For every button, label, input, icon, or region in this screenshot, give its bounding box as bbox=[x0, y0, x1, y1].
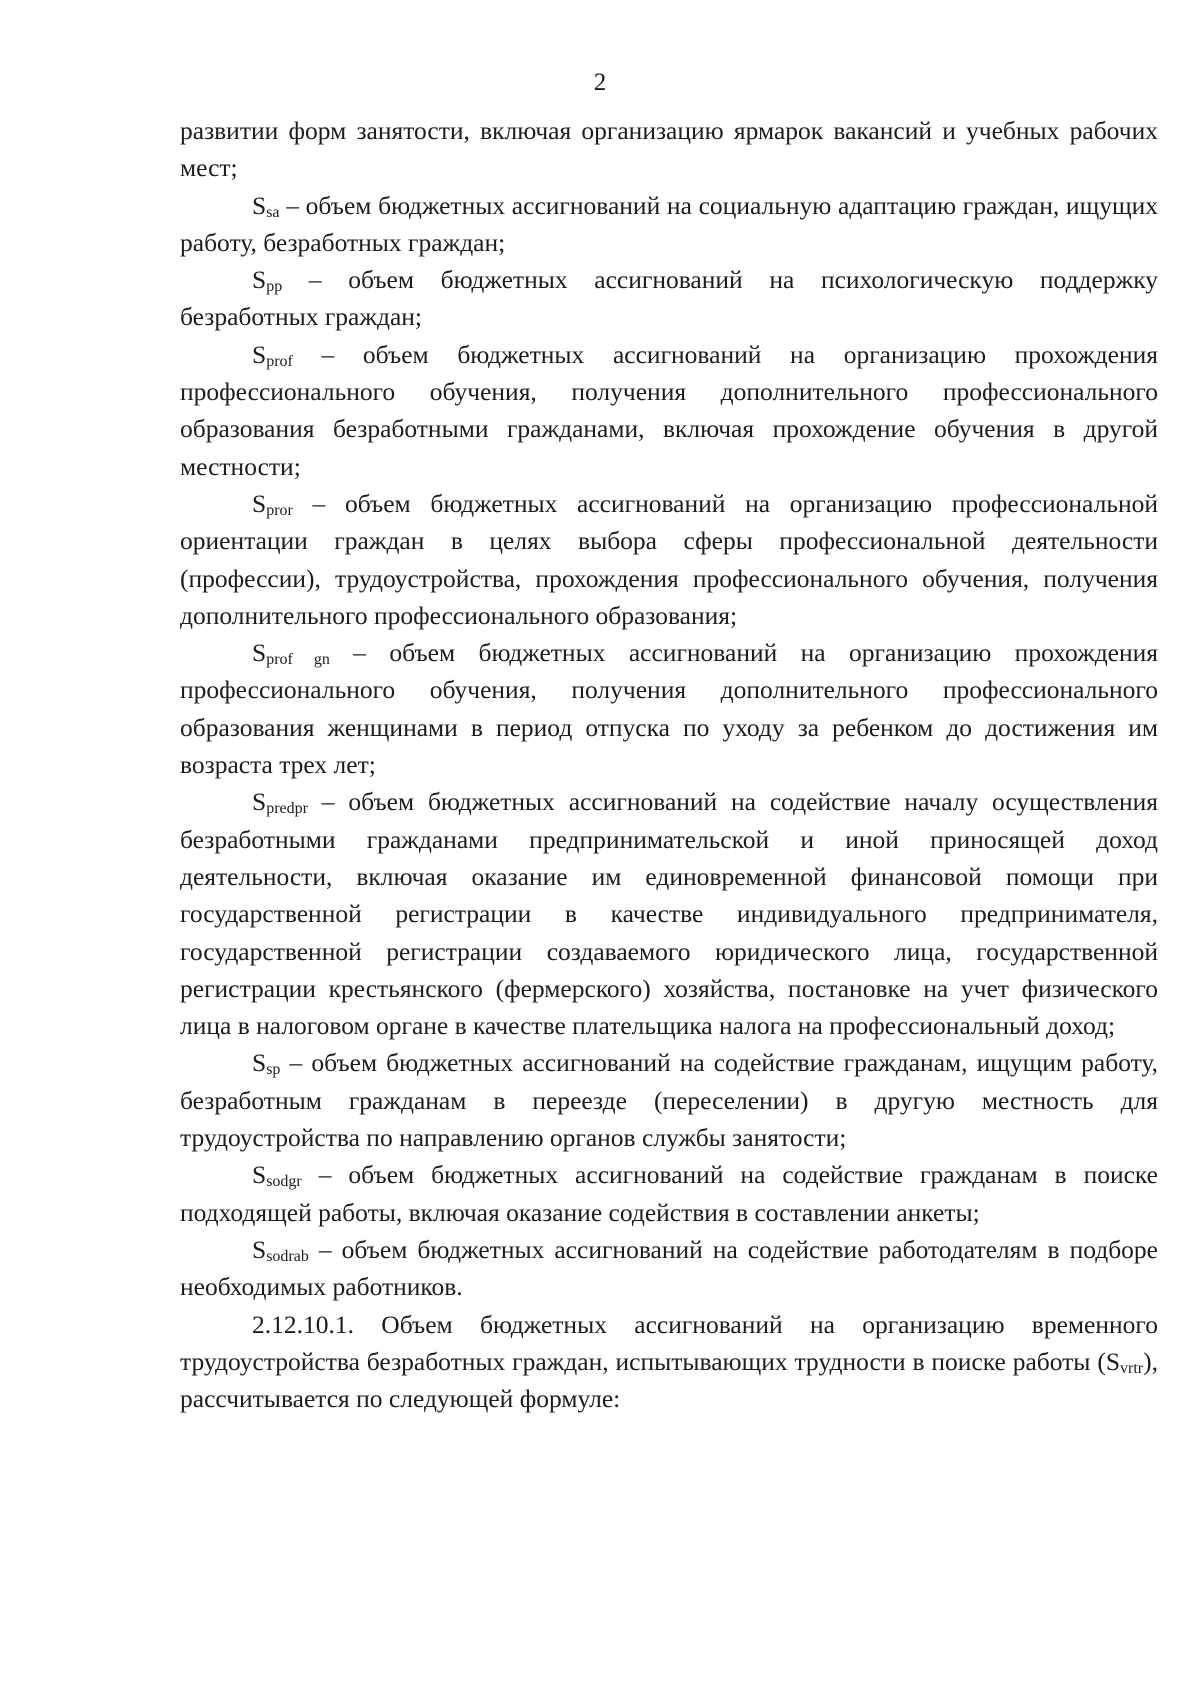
symbol: S bbox=[252, 339, 267, 369]
definition-s-sp bbox=[180, 1044, 1158, 1156]
symbol-subscript: prof gn bbox=[266, 651, 330, 669]
page-number: 2 bbox=[593, 69, 607, 96]
symbol: S bbox=[252, 190, 267, 220]
definition-s-sodgr bbox=[180, 1156, 1158, 1231]
definition-s-pror bbox=[180, 485, 1158, 634]
symbol: S bbox=[252, 265, 267, 295]
symbol-subscript: sodrab bbox=[266, 1247, 309, 1265]
definition-text: – объем бюджетных ассигнований на психологическую поддержку безработных граждан; bbox=[180, 265, 1158, 332]
definition-text: – объем бюджетных ассигнований на организацию профессиональной ориентации граждан в целях выбора сферы профессиональной деятельности (профессии), трудоустройства, прохождения профессионального обучения, получения дополнительного профессионального образования; bbox=[180, 488, 1158, 630]
definition-s-sodrab bbox=[180, 1231, 1158, 1306]
symbol-subscript: predpr bbox=[266, 800, 308, 818]
symbol: S bbox=[252, 1160, 267, 1190]
definition-text: – объем бюджетных ассигнований на социальную адаптацию граждан, ищущих работу, безработных граждан; bbox=[180, 190, 1158, 257]
definition-text: – объем бюджетных ассигнований на содействие работодателям в подборе необходимых работников. bbox=[180, 1234, 1158, 1302]
clause-text-after: ), рассчитывается по следующей формуле: bbox=[180, 1346, 1158, 1414]
symbol-subscript: prof bbox=[266, 352, 293, 370]
definition-text: – объем бюджетных ассигнований на содействие гражданам, ищущим работу, безработным гражданам в переезде (переселении) в другую местность для трудоустройства по направлению органов службы занятости; bbox=[180, 1048, 1158, 1153]
symbol-subscript: sp bbox=[266, 1061, 281, 1079]
definition-s-predpr bbox=[180, 783, 1158, 1044]
clause-2-12-10-1 bbox=[180, 1306, 1158, 1418]
symbol: S bbox=[252, 787, 267, 817]
symbol: S bbox=[252, 638, 267, 668]
symbol: S bbox=[1105, 1346, 1121, 1376]
symbol-subscript: sodgr bbox=[266, 1173, 302, 1191]
paragraph-continuation: развитии форм занятости, включая организацию ярмарок вакансий и учебных рабочих мест; bbox=[180, 116, 1158, 183]
symbol: S bbox=[252, 1048, 267, 1078]
definition-text: – объем бюджетных ассигнований на содействие гражданам в поиске подходящей работы, включая оказание содействия в составлении анкеты; bbox=[180, 1160, 1158, 1227]
symbol-subscript: sa bbox=[266, 203, 280, 221]
definition-text: – объем бюджетных ассигнований на организацию прохождения профессионального обучения, получения дополнительного профессионального образования женщинами в период отпуска по уходу за ребенком до достижения им возраста трех лет; bbox=[180, 638, 1159, 780]
document-body bbox=[180, 112, 1158, 1417]
definition-text: – объем бюджетных ассигнований на организацию прохождения профессионального обучения, получения дополнительного профессионального образования безработными гражданами, включая прохождение обучения в другой местности; bbox=[180, 339, 1158, 481]
symbol-subscript: pror bbox=[266, 501, 293, 519]
definition-text: – объем бюджетных ассигнований на содействие началу осуществления безработными гражданами предпринимательской и иной приносящей доход деятельности, включая оказание им единовременной финансовой помощи при государственной регистрации в качестве индивидуального предпринимателя, государственной регистрации создаваемого юридического лица, государственной регистрации крестьянского (фермерского) хозяйства, постановке на учет физического лица в налоговом органе в качестве плательщика налога на профессиональный доход; bbox=[180, 787, 1158, 1041]
definition-s-prof bbox=[180, 336, 1158, 485]
symbol-subscript: vrtr bbox=[1120, 1359, 1144, 1377]
definition-s-sa bbox=[180, 187, 1158, 262]
definition-s-pp bbox=[180, 261, 1158, 336]
symbol-subscript: pp bbox=[266, 278, 283, 296]
symbol: S bbox=[252, 488, 267, 518]
definition-s-prof-gn bbox=[180, 634, 1158, 783]
symbol: S bbox=[252, 1234, 267, 1264]
clause-text-before: 2.12.10.1. Объем бюджетных ассигнований на организацию временного трудоустройства безработных граждан, испытывающих трудности в поиске работы ( bbox=[180, 1309, 1158, 1376]
